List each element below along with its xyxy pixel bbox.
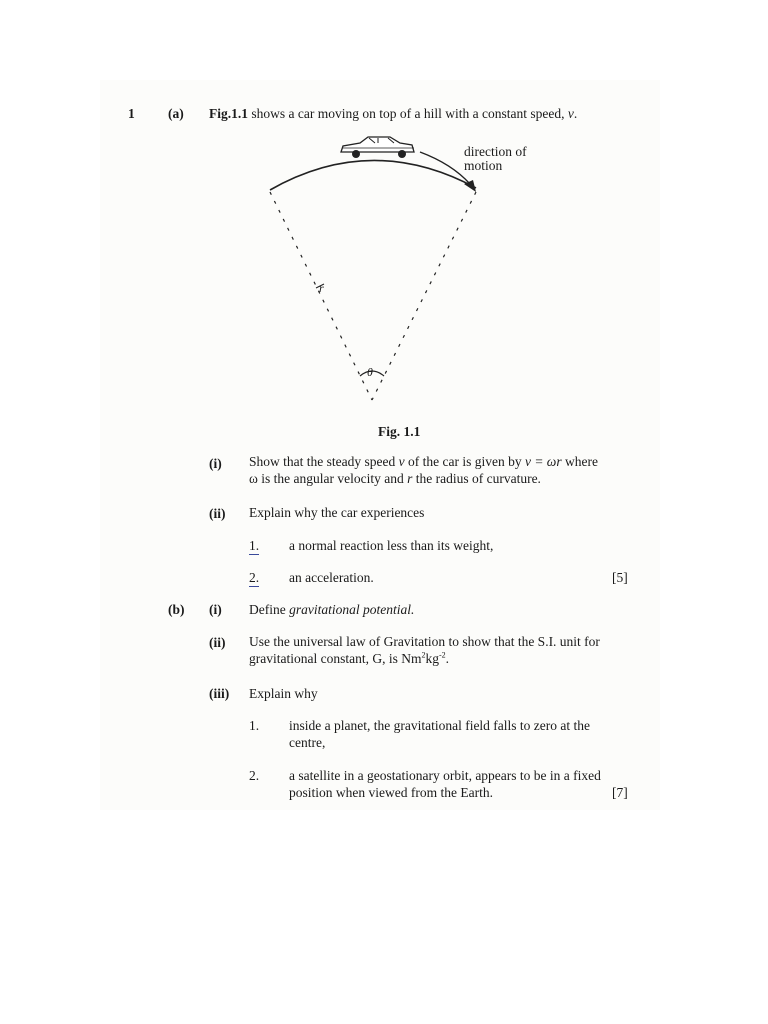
part-a-ii-text: Explain why the car experiences — [249, 505, 425, 520]
part-b-iii-label: (iii) — [209, 686, 230, 701]
part-b-ii-line1: Use the universal law of Gravitation to show that the S.I. unit for — [249, 634, 600, 649]
figure-reference: Fig.1.1 — [209, 106, 248, 121]
b-iii-item1-number: 1. — [249, 718, 260, 733]
part-a-i-line2 — [249, 471, 541, 487]
angle-label: θ — [367, 365, 373, 379]
question-number: 1 — [128, 106, 135, 121]
part-b-iii-text: Explain why — [249, 686, 318, 701]
a-ii-item2-num: 2. — [249, 570, 260, 585]
direction-arrow-head — [464, 180, 476, 192]
part-a-ii-label: (ii) — [209, 506, 226, 521]
part-b-marks: [7] — [612, 785, 628, 800]
hill-arc — [270, 160, 476, 190]
part-a-label: (a) — [168, 106, 184, 121]
b-ii-sup-2: -2 — [438, 650, 446, 660]
a-ii-item1-number — [249, 538, 259, 554]
b-i-term: gravitational potential. — [289, 602, 415, 617]
b-ii-text-3: . — [445, 651, 450, 666]
b-iii-item1-line1: inside a planet, the gravitational field falls to zero at the — [289, 718, 591, 733]
a-i-text-2: of the car is given by — [407, 454, 522, 469]
radius-right — [372, 192, 476, 400]
intro-text: shows a car moving on top of a hill with a constant speed, — [251, 106, 565, 121]
a-i-text-4: ω is the angular velocity and — [249, 471, 404, 486]
a-i-equation: v = ωr — [524, 454, 562, 469]
direction-label-line2: motion — [464, 158, 503, 173]
car-icon — [341, 137, 414, 158]
intro-variable: v — [567, 106, 574, 121]
a-ii-item2-number — [249, 570, 259, 586]
radius-label: r — [319, 281, 324, 295]
b-iii-item2-line1: a satellite in a geostationary orbit, appears to be in a fixed — [289, 768, 601, 783]
b-iii-item1-line2: centre, — [289, 735, 326, 750]
part-a-i-line1 — [249, 454, 598, 470]
part-b-ii-label: (ii) — [209, 635, 226, 650]
b-ii-text-1: gravitational constant, G, is Nm — [249, 651, 422, 666]
a-i-text-1: Show that the steady speed — [249, 454, 396, 469]
b-iii-item2-number: 2. — [249, 768, 260, 783]
part-a-intro: Fig.1.1 shows a car moving on top of a hill with a constant speed, v. — [209, 106, 578, 121]
radius-left — [270, 192, 372, 400]
part-b-i-text — [249, 602, 414, 618]
a-i-text-3: where — [564, 454, 598, 469]
b-ii-sup-1: 2 — [421, 650, 426, 660]
figure-caption: Fig. 1.1 — [378, 424, 421, 439]
b-i-define: Define — [249, 602, 286, 617]
a-ii-item1-num: 1. — [249, 538, 260, 553]
b-iii-item2-line2: position when viewed from the Earth. — [289, 785, 493, 800]
a-i-var-r: r — [407, 471, 413, 486]
a-i-text-5: the radius of curvature. — [415, 471, 541, 486]
part-a-i-label: (i) — [209, 456, 222, 471]
direction-label-line1: direction of — [464, 144, 527, 159]
part-a-marks: [5] — [612, 570, 628, 585]
a-ii-item2-text: an acceleration. — [289, 570, 374, 585]
a-i-var-v: v — [398, 454, 405, 469]
a-ii-item1-text: a normal reaction less than its weight, — [289, 538, 494, 553]
part-b-ii-line2 — [249, 651, 449, 667]
part-b-label: (b) — [168, 602, 185, 617]
b-ii-text-2: kg — [425, 651, 439, 666]
part-b-i-label: (i) — [209, 602, 222, 617]
